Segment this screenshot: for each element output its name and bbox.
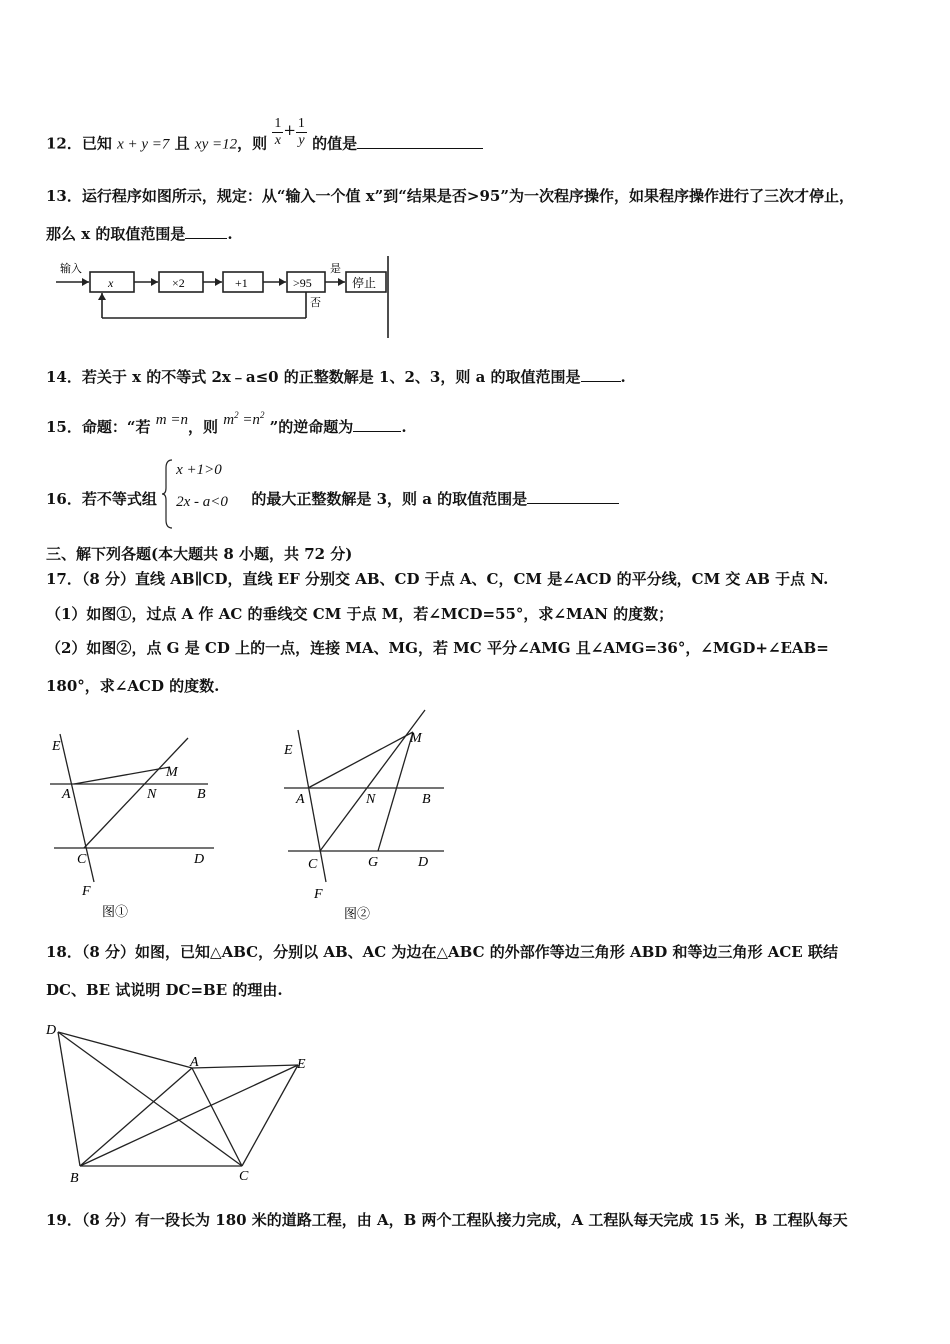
fig2-caption: 图② (344, 906, 371, 921)
flow-label-x: x (108, 276, 114, 290)
q12-comma: ，则 (237, 134, 268, 153)
fig2-line-am (308, 732, 413, 788)
fig2-label-B: B (422, 792, 431, 807)
fig1-label-B: B (197, 787, 206, 802)
fig18-line-ae (192, 1065, 298, 1068)
section-3-heading: 三、解下列各题(本大题共 8 小题，共 72 分) (46, 545, 353, 563)
figure-1 (44, 726, 224, 926)
flow-label-stop: 停止 (352, 276, 377, 290)
fig1-label-C: C (77, 852, 87, 867)
fig18-label-E: E (297, 1057, 306, 1072)
fig1-label-E: E (52, 739, 61, 754)
flow-label-compare: >95 (293, 276, 312, 290)
flow-label-input: 输入 (60, 263, 82, 275)
fig18-line-be (80, 1065, 298, 1166)
question-18-line-2: DC、BE 试说明 DC=BE 的理由. (46, 981, 283, 999)
fig2-label-A: A (296, 792, 305, 807)
question-19-line-1: 19．（8 分）有一段长为 180 米的道路工程，由 A，B 两个工程队接力完成，A 工程队每天完成 15 米，B 工程队每天 (46, 1211, 848, 1229)
q12-equation-1: x + y =7 (117, 136, 170, 153)
q13-answer-blank[interactable] (185, 224, 227, 239)
fig1-label-M: M (166, 765, 178, 780)
question-17-line-4: 180°，求∠ACD 的度数. (46, 677, 220, 695)
q16-inequality-system: x +1>0 2x - a<0 (162, 484, 246, 504)
question-12 (46, 116, 483, 161)
q12-equation-2: xy =12 (194, 136, 238, 153)
q14-answer-blank[interactable] (581, 367, 621, 382)
question-13-line-2: 那么 x 的取值范围是 . (46, 225, 233, 243)
fig18-line-db (58, 1032, 80, 1166)
question-17-line-1: 17．（8 分）直线 AB∥CD，直线 EF 分别交 AB、CD 于点 A、C，CM 是∠ACD 的平分线，CM 交 AB 于点 N. (46, 570, 829, 588)
fig2-label-N: N (366, 792, 376, 807)
flow-label-plus: +1 (235, 276, 248, 290)
fig18-line-ac (192, 1068, 242, 1166)
fig18-line-dc (58, 1032, 242, 1166)
fig1-label-D: D (194, 852, 205, 867)
fig2-label-M: M (410, 731, 422, 746)
fig2-label-G: G (368, 855, 379, 870)
flowchart (52, 256, 392, 340)
fig2-label-C: C (308, 857, 318, 872)
fig18-line-da (58, 1032, 192, 1068)
question-13-line-1: 13．运行程序如图所示，规定：从“输入一个值 x”到“结果是否>95”为一次程序操作，如果程序操作进行了三次才停止， (46, 187, 854, 205)
fig18-label-C: C (239, 1169, 249, 1184)
question-15: 15．命题：“若 m =n，则 $m^2 =n^2$ ”的逆命题为 . (46, 410, 407, 436)
q15-answer-blank[interactable] (353, 417, 401, 432)
question-16: 16．若不等式组 x +1>0 2x - a<0 的最大正整数解是 3，则 a 的取值范围是 (46, 484, 619, 509)
fig18-line-ce (242, 1065, 298, 1166)
fig18-label-A: A (190, 1055, 199, 1070)
q15-premise: m =n (155, 412, 188, 428)
q16-answer-blank[interactable] (527, 489, 619, 504)
flow-label-yes: 是 (330, 263, 341, 275)
q12-number: 12．已知 (46, 134, 112, 153)
fig1-caption: 图① (102, 904, 129, 919)
q12-and: 且 (174, 134, 190, 153)
q15-conclusion: $m^2 =n^2$ (223, 410, 265, 428)
q16-brace (162, 456, 174, 532)
q12-fraction-1: $\frac{1}{x}$ (274, 116, 282, 148)
fig2-label-D: D (418, 855, 429, 870)
fig1-label-F: F (82, 884, 91, 899)
q12-plus: + (283, 120, 296, 139)
question-17-line-3: （2）如图②，点 G 是 CD 上的一点，连接 MA、MG，若 MC 平分∠AMG 且∠AMG=36°，∠MGD+∠EAB= (46, 639, 829, 657)
figure-q18 (40, 1014, 320, 1186)
q12-tail: 的值是 (312, 134, 358, 153)
flow-label-no: 否 (310, 297, 321, 309)
question-17-line-2: （1）如图①，过点 A 作 AC 的垂线交 CM 于点 M，若∠MCD=55°，求∠MAN 的度数； (46, 605, 674, 623)
fig2-label-F: F (314, 887, 323, 902)
question-14: 14．若关于 x 的不等式 2x﹣a≤0 的正整数解是 1、2、3，则 a 的取值范围是 . (46, 368, 626, 386)
q12-fraction-2: $\frac{1}{y}$ (297, 116, 305, 148)
fig18-label-B: B (70, 1171, 79, 1186)
figure-2 (278, 704, 458, 926)
q12-answer-blank[interactable] (357, 134, 483, 149)
fig1-label-A: A (62, 787, 71, 802)
fig1-label-N: N (147, 787, 157, 802)
question-18-line-1: 18．（8 分）如图，已知△ABC，分别以 AB、AC 为边在△ABC 的外部作等边三角形 ABD 和等边三角形 ACE 联结 (46, 943, 838, 961)
fig2-label-E: E (284, 743, 293, 758)
fig1-line-am (74, 767, 170, 784)
flow-label-times: ×2 (172, 276, 185, 290)
fig18-label-D: D (46, 1023, 57, 1038)
fig1-line-cm (84, 738, 188, 848)
